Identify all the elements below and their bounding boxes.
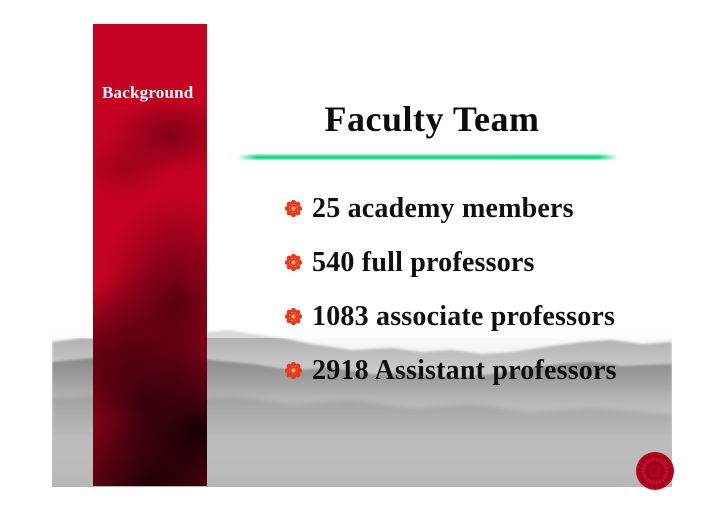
list-item xyxy=(285,244,617,281)
bullet-text: 540 full professors xyxy=(312,246,535,278)
rosette-seal-icon xyxy=(636,452,674,490)
list-item xyxy=(285,190,617,227)
sidebar-banner xyxy=(93,24,207,486)
list-item xyxy=(285,298,617,335)
flower-bullet-icon xyxy=(285,254,302,271)
bullet-text: 1083 associate professors xyxy=(312,300,616,332)
list-item xyxy=(285,352,617,389)
flower-bullet-icon xyxy=(285,362,302,379)
bullet-text: 2918 Assistant professors xyxy=(312,354,617,386)
page-title: Faculty Team xyxy=(324,99,540,139)
bullet-text: 25 academy members xyxy=(312,192,574,224)
banner-label: Background xyxy=(102,83,194,102)
flower-bullet-icon xyxy=(285,308,302,325)
flower-bullet-icon xyxy=(285,200,302,217)
title-divider-line xyxy=(238,154,618,160)
bullet-list xyxy=(285,190,617,406)
